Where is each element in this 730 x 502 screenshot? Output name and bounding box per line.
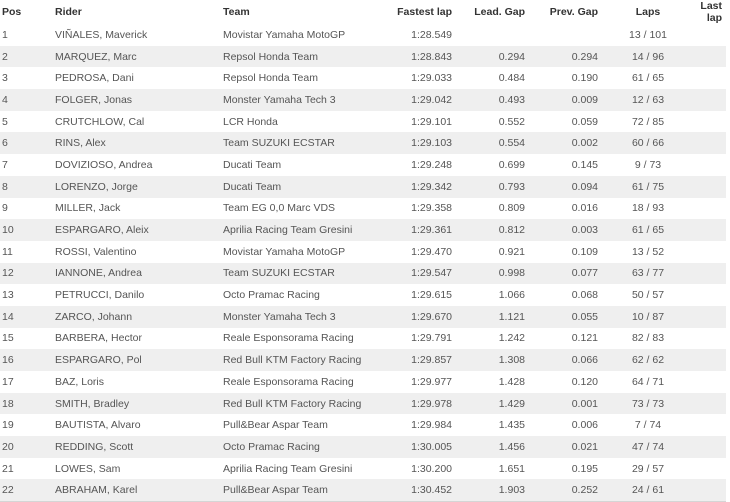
cell-last-lap [688,328,726,350]
cell-lead-gap: 1.242 [452,328,525,350]
cell-prev-gap: 0.195 [525,458,598,480]
cell-prev-gap: 0.006 [525,414,598,436]
cell-pos: 8 [0,176,55,198]
header-fastest-lap[interactable]: Fastest lap [381,0,452,24]
table-row[interactable] [0,479,726,501]
cell-laps: 13 / 52 [598,241,688,263]
cell-rider: MILLER, Jack [55,198,223,220]
cell-last-lap [688,132,726,154]
cell-prev-gap: 0.190 [525,67,598,89]
cell-laps: 12 / 63 [598,89,688,111]
cell-lead-gap: 1.121 [452,306,525,328]
cell-rider: ESPARGARO, Pol [55,349,223,371]
cell-lead-gap: 0.812 [452,219,525,241]
cell-fastest-lap: 1:29.547 [381,263,452,285]
table-row[interactable] [0,306,726,328]
cell-rider: BARBERA, Hector [55,328,223,350]
cell-laps: 24 / 61 [598,479,688,501]
cell-pos: 22 [0,479,55,501]
cell-last-lap [688,176,726,198]
table-row[interactable] [0,371,726,393]
cell-prev-gap: 0.059 [525,111,598,133]
cell-rider: MARQUEZ, Marc [55,46,223,68]
cell-lead-gap: 0.294 [452,46,525,68]
header-lead-gap[interactable]: Lead. Gap [452,0,525,24]
cell-prev-gap: 0.003 [525,219,598,241]
header-last-lap[interactable]: Last lap [688,0,726,24]
table-body [0,24,726,502]
cell-lead-gap: 1.428 [452,371,525,393]
table-row[interactable] [0,284,726,306]
cell-laps: 10 / 87 [598,306,688,328]
cell-pos: 7 [0,154,55,176]
cell-rider: SMITH, Bradley [55,393,223,415]
cell-team: Ducati Team [223,154,381,176]
cell-rider: VIÑALES, Maverick [55,24,223,46]
cell-last-lap [688,241,726,263]
cell-last-lap [688,263,726,285]
cell-last-lap [688,24,726,46]
cell-lead-gap: 0.998 [452,263,525,285]
cell-rider: REDDING, Scott [55,436,223,458]
cell-fastest-lap: 1:29.977 [381,371,452,393]
cell-rider: RINS, Alex [55,132,223,154]
cell-last-lap [688,154,726,176]
table-row[interactable] [0,67,726,89]
cell-rider: ROSSI, Valentino [55,241,223,263]
table-row[interactable] [0,349,726,371]
cell-prev-gap: 0.077 [525,263,598,285]
table-row[interactable] [0,198,726,220]
cell-rider: BAUTISTA, Alvaro [55,414,223,436]
table-row[interactable] [0,89,726,111]
table-row[interactable] [0,328,726,350]
cell-fastest-lap: 1:29.857 [381,349,452,371]
header-team[interactable]: Team [223,0,381,24]
cell-prev-gap: 0.094 [525,176,598,198]
cell-lead-gap: 1.456 [452,436,525,458]
cell-fastest-lap: 1:29.670 [381,306,452,328]
header-rider[interactable]: Rider [55,0,223,24]
cell-fastest-lap: 1:30.200 [381,458,452,480]
cell-team: Team EG 0,0 Marc VDS [223,198,381,220]
cell-fastest-lap: 1:29.103 [381,132,452,154]
header-prev-gap[interactable]: Prev. Gap [525,0,598,24]
cell-last-lap [688,393,726,415]
cell-last-lap [688,198,726,220]
cell-last-lap [688,284,726,306]
cell-pos: 16 [0,349,55,371]
cell-prev-gap: 0.002 [525,132,598,154]
cell-lead-gap [452,24,525,46]
cell-last-lap [688,89,726,111]
cell-last-lap [688,67,726,89]
cell-fastest-lap: 1:29.615 [381,284,452,306]
cell-laps: 64 / 71 [598,371,688,393]
cell-team: Red Bull KTM Factory Racing [223,349,381,371]
cell-lead-gap: 0.793 [452,176,525,198]
cell-fastest-lap: 1:29.470 [381,241,452,263]
cell-pos: 13 [0,284,55,306]
cell-fastest-lap: 1:29.361 [381,219,452,241]
cell-lead-gap: 0.552 [452,111,525,133]
cell-lead-gap: 0.493 [452,89,525,111]
cell-laps: 14 / 96 [598,46,688,68]
cell-lead-gap: 0.809 [452,198,525,220]
cell-fastest-lap: 1:28.843 [381,46,452,68]
cell-team: LCR Honda [223,111,381,133]
cell-pos: 17 [0,371,55,393]
cell-prev-gap: 0.120 [525,371,598,393]
cell-last-lap [688,46,726,68]
cell-last-lap [688,458,726,480]
cell-laps: 18 / 93 [598,198,688,220]
cell-prev-gap: 0.121 [525,328,598,350]
cell-last-lap [688,306,726,328]
cell-lead-gap: 1.903 [452,479,525,501]
table-row[interactable] [0,393,726,415]
cell-laps: 82 / 83 [598,328,688,350]
cell-rider: LOWES, Sam [55,458,223,480]
cell-team: Movistar Yamaha MotoGP [223,241,381,263]
cell-last-lap [688,111,726,133]
cell-lead-gap: 1.308 [452,349,525,371]
table-row[interactable] [0,132,726,154]
cell-pos: 5 [0,111,55,133]
cell-laps: 60 / 66 [598,132,688,154]
cell-prev-gap: 0.145 [525,154,598,176]
cell-rider: PETRUCCI, Danilo [55,284,223,306]
table-row[interactable] [0,176,726,198]
cell-fastest-lap: 1:30.452 [381,479,452,501]
cell-pos: 12 [0,263,55,285]
cell-rider: BAZ, Loris [55,371,223,393]
cell-last-lap [688,219,726,241]
table-row[interactable] [0,436,726,458]
cell-laps: 9 / 73 [598,154,688,176]
cell-lead-gap: 1.429 [452,393,525,415]
table-row[interactable] [0,414,726,436]
cell-laps: 13 / 101 [598,24,688,46]
cell-fastest-lap: 1:29.101 [381,111,452,133]
cell-team: Repsol Honda Team [223,46,381,68]
table-row[interactable] [0,24,726,46]
cell-laps: 72 / 85 [598,111,688,133]
cell-lead-gap: 1.651 [452,458,525,480]
cell-rider: FOLGER, Jonas [55,89,223,111]
cell-pos: 20 [0,436,55,458]
cell-last-lap [688,371,726,393]
cell-fastest-lap: 1:29.033 [381,67,452,89]
cell-rider: ZARCO, Johann [55,306,223,328]
cell-last-lap [688,436,726,458]
cell-pos: 4 [0,89,55,111]
cell-team: Team SUZUKI ECSTAR [223,132,381,154]
table-row[interactable] [0,46,726,68]
cell-laps: 63 / 77 [598,263,688,285]
cell-lead-gap: 0.484 [452,67,525,89]
cell-team: Octo Pramac Racing [223,284,381,306]
table-row[interactable] [0,219,726,241]
cell-laps: 61 / 65 [598,67,688,89]
table-row[interactable] [0,458,726,480]
cell-last-lap [688,479,726,501]
cell-prev-gap: 0.021 [525,436,598,458]
cell-last-lap [688,414,726,436]
cell-laps: 62 / 62 [598,349,688,371]
cell-laps: 50 / 57 [598,284,688,306]
cell-rider: DOVIZIOSO, Andrea [55,154,223,176]
cell-fastest-lap: 1:29.358 [381,198,452,220]
cell-prev-gap: 0.294 [525,46,598,68]
cell-laps: 61 / 65 [598,219,688,241]
cell-team: Monster Yamaha Tech 3 [223,306,381,328]
cell-team: Octo Pramac Racing [223,436,381,458]
cell-last-lap [688,349,726,371]
cell-rider: IANNONE, Andrea [55,263,223,285]
cell-pos: 19 [0,414,55,436]
cell-laps: 61 / 75 [598,176,688,198]
cell-team: Reale Esponsorama Racing [223,371,381,393]
cell-team: Aprilia Racing Team Gresini [223,458,381,480]
header-pos[interactable]: Pos [0,0,55,24]
cell-team: Team SUZUKI ECSTAR [223,263,381,285]
cell-lead-gap: 0.699 [452,154,525,176]
cell-fastest-lap: 1:29.042 [381,89,452,111]
cell-lead-gap: 1.435 [452,414,525,436]
cell-pos: 6 [0,132,55,154]
cell-prev-gap: 0.055 [525,306,598,328]
cell-prev-gap: 0.001 [525,393,598,415]
cell-prev-gap: 0.252 [525,479,598,501]
header-laps[interactable]: Laps [598,0,688,24]
cell-pos: 11 [0,241,55,263]
cell-lead-gap: 0.921 [452,241,525,263]
cell-pos: 21 [0,458,55,480]
cell-pos: 15 [0,328,55,350]
cell-team: Ducati Team [223,176,381,198]
cell-lead-gap: 1.066 [452,284,525,306]
cell-fastest-lap: 1:29.791 [381,328,452,350]
cell-laps: 7 / 74 [598,414,688,436]
cell-prev-gap: 0.109 [525,241,598,263]
cell-laps: 29 / 57 [598,458,688,480]
cell-rider: ABRAHAM, Karel [55,479,223,501]
table-row[interactable] [0,111,726,133]
cell-laps: 47 / 74 [598,436,688,458]
cell-fastest-lap: 1:29.984 [381,414,452,436]
cell-fastest-lap: 1:28.549 [381,24,452,46]
cell-team: Pull&Bear Aspar Team [223,414,381,436]
cell-pos: 18 [0,393,55,415]
cell-rider: ESPARGARO, Aleix [55,219,223,241]
cell-prev-gap: 0.066 [525,349,598,371]
cell-pos: 9 [0,198,55,220]
cell-fastest-lap: 1:29.248 [381,154,452,176]
cell-team: Reale Esponsorama Racing [223,328,381,350]
cell-team: Pull&Bear Aspar Team [223,479,381,501]
cell-fastest-lap: 1:30.005 [381,436,452,458]
table-header-row [0,0,726,24]
cell-rider: CRUTCHLOW, Cal [55,111,223,133]
cell-lead-gap: 0.554 [452,132,525,154]
cell-rider: PEDROSA, Dani [55,67,223,89]
cell-team: Repsol Honda Team [223,67,381,89]
table-row[interactable] [0,241,726,263]
cell-laps: 73 / 73 [598,393,688,415]
cell-prev-gap [525,24,598,46]
table-row[interactable] [0,154,726,176]
cell-team: Aprilia Racing Team Gresini [223,219,381,241]
cell-prev-gap: 0.016 [525,198,598,220]
cell-pos: 3 [0,67,55,89]
cell-team: Red Bull KTM Factory Racing [223,393,381,415]
cell-fastest-lap: 1:29.342 [381,176,452,198]
cell-prev-gap: 0.009 [525,89,598,111]
cell-pos: 14 [0,306,55,328]
cell-fastest-lap: 1:29.978 [381,393,452,415]
cell-rider: LORENZO, Jorge [55,176,223,198]
cell-pos: 10 [0,219,55,241]
cell-prev-gap: 0.068 [525,284,598,306]
cell-team: Movistar Yamaha MotoGP [223,24,381,46]
table-row[interactable] [0,263,726,285]
cell-pos: 2 [0,46,55,68]
cell-team: Monster Yamaha Tech 3 [223,89,381,111]
cell-pos: 1 [0,24,55,46]
